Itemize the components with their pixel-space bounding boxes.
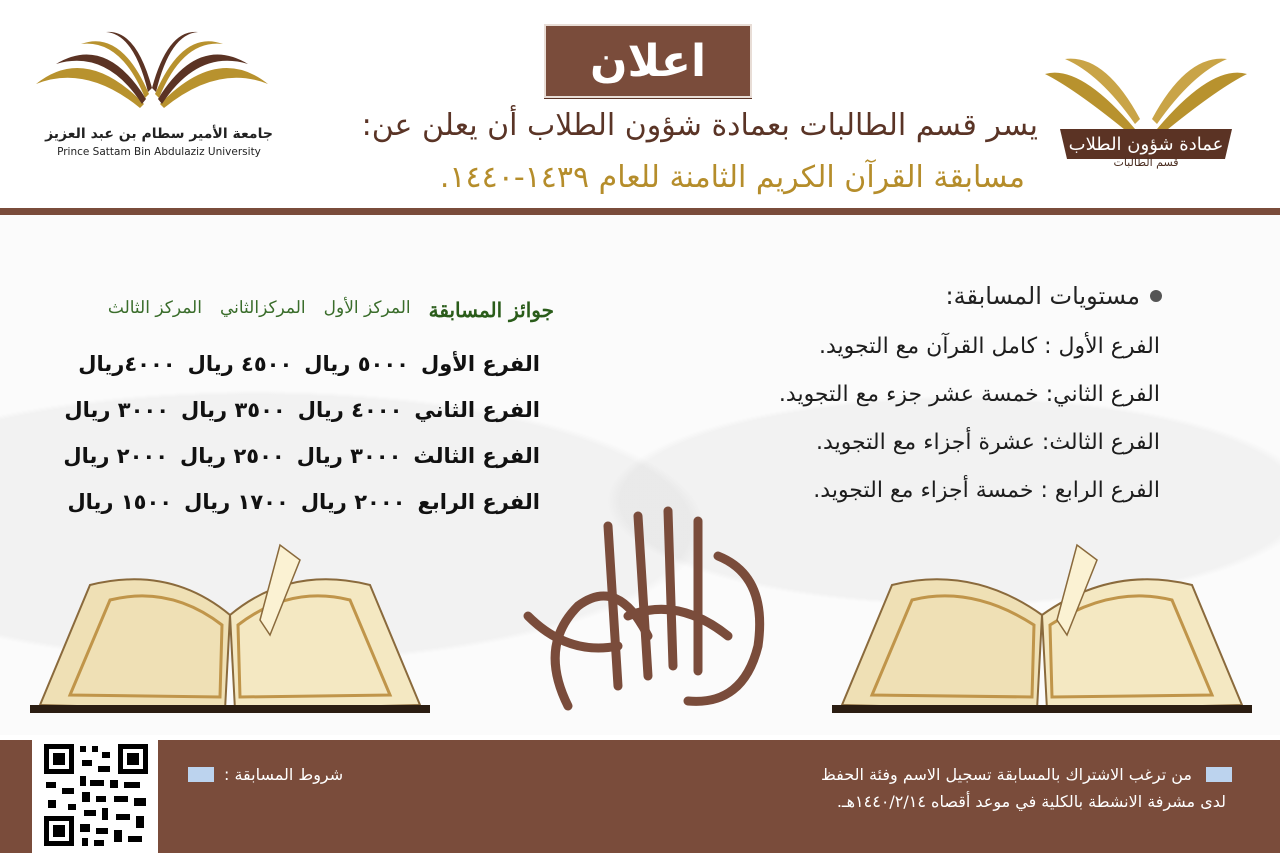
bullet-square-icon: [188, 767, 214, 782]
headline: يسر قسم الطالبات بعمادة شؤون الطلاب أن يعلن عن:: [361, 108, 1038, 143]
university-arabic-name: جامعة الأمير سطام بن عبد العزيز: [45, 126, 273, 142]
prize-row: [67, 490, 540, 514]
conditions-label-group: [188, 765, 343, 784]
level-item: الفرع الأول : كامل القرآن مع التجويد.: [819, 334, 1160, 359]
prize-third: ١٥٠٠ ريال: [67, 490, 173, 514]
prize-branch: الفرع الرابع: [417, 490, 540, 514]
level-item: الفرع الرابع : خمسة أجزاء مع التجويد.: [813, 478, 1160, 503]
university-logo: [26, 24, 278, 164]
prize-second: ٢٥٠٠ ريال: [180, 444, 285, 468]
open-book-image: [832, 525, 1252, 715]
prize-row: [64, 398, 540, 422]
level-item: الفرع الثاني: خمسة عشر جزء مع التجويد.: [778, 382, 1160, 407]
prize-row: [63, 444, 540, 468]
prize-third: ٤٠٠٠ريال: [78, 352, 176, 376]
prize-first: ٣٠٠٠ ريال: [296, 444, 402, 468]
footer-line-2: لدى مشرفة الانشطة بالكلية في موعد أقصاه ١٤٤٠/٢/١٤هـ.: [836, 792, 1226, 811]
prize-second: ٤٥٠٠ ريال: [187, 352, 293, 376]
prize-first: ٤٠٠٠ ريال: [297, 398, 403, 422]
footer-line-1-group: [821, 765, 1232, 784]
prizes-title: جوائز المسابقة: [428, 298, 554, 322]
deanship-logo: [1030, 34, 1262, 184]
levels-title: [946, 282, 1162, 310]
prize-column-first: المركز الأول: [323, 298, 411, 318]
prize-column-third: المركز الثالث: [107, 298, 202, 318]
deanship-sub-name: قسم الطالبات: [1113, 156, 1179, 169]
prize-row: [78, 352, 540, 376]
prize-branch: الفرع الثالث: [413, 444, 540, 468]
bullet-icon: [1150, 290, 1162, 302]
bullet-square-icon: [1206, 767, 1232, 782]
qr-code[interactable]: [32, 736, 158, 853]
prize-third: ٢٠٠٠ ريال: [63, 444, 169, 468]
prize-second: ٣٥٠٠ ريال: [181, 398, 286, 422]
conditions-label: شروط المسابقة :: [224, 765, 344, 784]
deanship-arabic-name: عمادة شؤون الطلاب: [1068, 134, 1224, 155]
quran-calligraphy: [508, 496, 794, 718]
levels-title-text: مستويات المسابقة:: [945, 282, 1140, 310]
header-divider: [0, 208, 1280, 215]
prize-second: ١٧٠٠ ريال: [184, 490, 289, 514]
university-english-name: Prince Sattam Bin Abdulaziz University: [57, 146, 261, 158]
prizes-header: [108, 298, 554, 322]
prize-third: ٣٠٠٠ ريال: [64, 398, 170, 422]
prize-first: ٢٠٠٠ ريال: [300, 490, 406, 514]
prize-first: ٥٠٠٠ ريال: [304, 352, 409, 376]
announcement-title: اعلان: [544, 24, 752, 98]
prize-branch: الفرع الأول: [420, 352, 540, 376]
footer-line-1: من ترغب الاشتراك بالمسابقة تسجيل الاسم وفئة الحفظ: [820, 765, 1192, 784]
open-book-image: [30, 525, 430, 715]
prize-column-second: المركزالثاني: [219, 298, 306, 318]
level-item: الفرع الثالث: عشرة أجزاء مع التجويد.: [816, 430, 1160, 455]
prize-branch: الفرع الثاني: [414, 398, 540, 422]
competition-name: مسابقة القرآن الكريم الثامنة للعام ١٤٣٩-١٤٤٠.: [439, 160, 1025, 195]
